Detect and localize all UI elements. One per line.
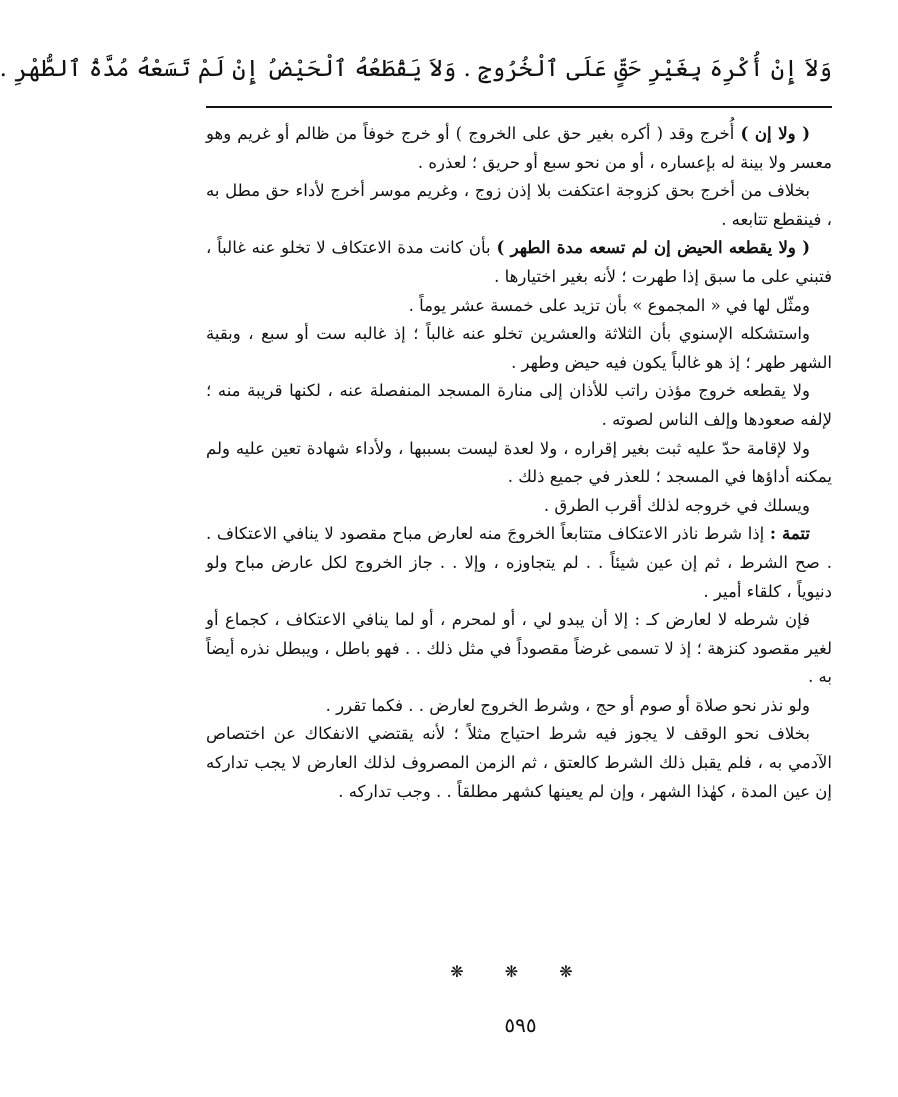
- paragraph-text: بأن كانت مدة الاعتكاف لا تخلو عنه غالباً ، فتبني على ما سبق إذا طهرت ؛ لأنه بغير اختيارها .: [206, 238, 832, 286]
- paragraph-text: أُخرج وقد ( أكره بغير حق على الخروج ) أو خرج خوفاً من ظالم أو غريم وهو معسر ولا بينة له بإعساره ، أو من نحو سبع أو حريق ؛ لعذره .: [206, 124, 832, 172]
- paragraph-text: بخلاف من أخرج بحق كزوجة اعتكفت بلا إذن زوج ، وغريم موسر أخرج لأداء حق مطل به ، فينقطع تتابعه .: [206, 181, 832, 229]
- paragraph-text: بخلاف نحو الوقف لا يجوز فيه شرط احتياج مثلاً ؛ لأنه يقتضي الانفكاك عن اختصاص الآدمي به ، فلم يقبل ذلك الشرط كالعتق ، ثم الزمن المصروف لذلك العارض لا يجب تداركه إن عين المدة ، كهٰذا الشهر ، وإن لم يعينها كشهر مطلقاً . . وجب تداركه .: [206, 724, 832, 801]
- paragraph: [206, 435, 832, 492]
- paragraph: [206, 177, 832, 234]
- paragraph: [206, 292, 832, 321]
- paragraph: [206, 492, 832, 521]
- paragraph-text: ولو نذر نحو صلاة أو صوم أو حج ، وشرط الخروج لعارض . . فكما تقرر .: [325, 695, 810, 715]
- paragraph: [206, 720, 832, 806]
- paragraph-text: إذا شرط ناذر الاعتكاف متتابعاً الخروجَ منه لعارض مباح مقصود لا ينافي الاعتكاف . . صح الشرط ، ثم إن عين شيئاً . . لم يتجاوزه ، وإلا . . جاز الخروج لكل عارض مباح ولو دنيوياً ، كلقاء أمير .: [206, 524, 832, 601]
- separator-rule: [206, 106, 832, 108]
- bold-lead: تتمة :: [769, 524, 811, 544]
- paragraph-text: واستشكله الإسنوي بأن الثلاثة والعشرين تخلو عنه غالباً ؛ إذ غالبه ست أو سبع ، وبقية الشهر طهر ؛ إذ هو غالباً يكون فيه حيض وطهر .: [206, 324, 832, 372]
- paragraph-text: ويسلك في خروجه لذلك أقرب الطرق .: [543, 495, 810, 515]
- paragraph: [206, 320, 832, 377]
- commentary-body: [206, 120, 832, 806]
- paragraph: [206, 606, 832, 692]
- paragraph: [206, 692, 832, 721]
- paragraph: [206, 377, 832, 434]
- paragraph: [206, 520, 832, 606]
- section-end-stars: ❋ ❋ ❋: [450, 962, 591, 981]
- bold-lead: ( ولا يقطعه الحيض إن لم تسعه مدة الطهر ): [496, 238, 810, 258]
- paragraph: [206, 234, 832, 291]
- matn-verse: وَلاَ إِنْ أُكْرِهَ بِغَيْرِ حَقٍّ عَلَى ٱلْخُرُوجِ . وَلاَ يَقْطَعُهُ ٱلْحَيْضُ إِنْ لَمْ تَسَعْهُ مُدَّةُ ٱلطُّهْرِ .: [0, 56, 832, 82]
- bold-lead: ( ولا إن ): [740, 124, 811, 143]
- paragraph-text: فإن شرطه لا لعارض كـ : إلا أن يبدو لي ، أو لمحرم ، أو لما ينافي الاعتكاف ، كجماع أو لغير مقصود كنزهة ؛ إذ لا تسمى غرضاً مقصوداً في مثل ذلك . . فهو باطل ، ويبطل نذره أيضاً به .: [206, 610, 832, 687]
- paragraph: [206, 120, 832, 177]
- paragraph-text: ولا لإقامة حدّ عليه ثبت بغير إقراره ، ولا لعدة ليست بسببها ، ولأداء شهادة تعين عليه ولم يمكنه أداؤها في المسجد ؛ للعذر في جميع ذلك .: [206, 438, 832, 487]
- paragraph-text: ومثّل لها في « المجموع » بأن تزيد على خمسة عشر يوماً .: [408, 295, 810, 315]
- paragraph-text: ولا يقطعه خروج مؤذن راتب للأذان إلى منارة المسجد المنفصلة عنه ، لكنها قريبة منه ؛ لإلفه صعودها وإلف الناس لصوته .: [206, 381, 832, 429]
- page-number: ٥٩٥: [504, 1013, 537, 1037]
